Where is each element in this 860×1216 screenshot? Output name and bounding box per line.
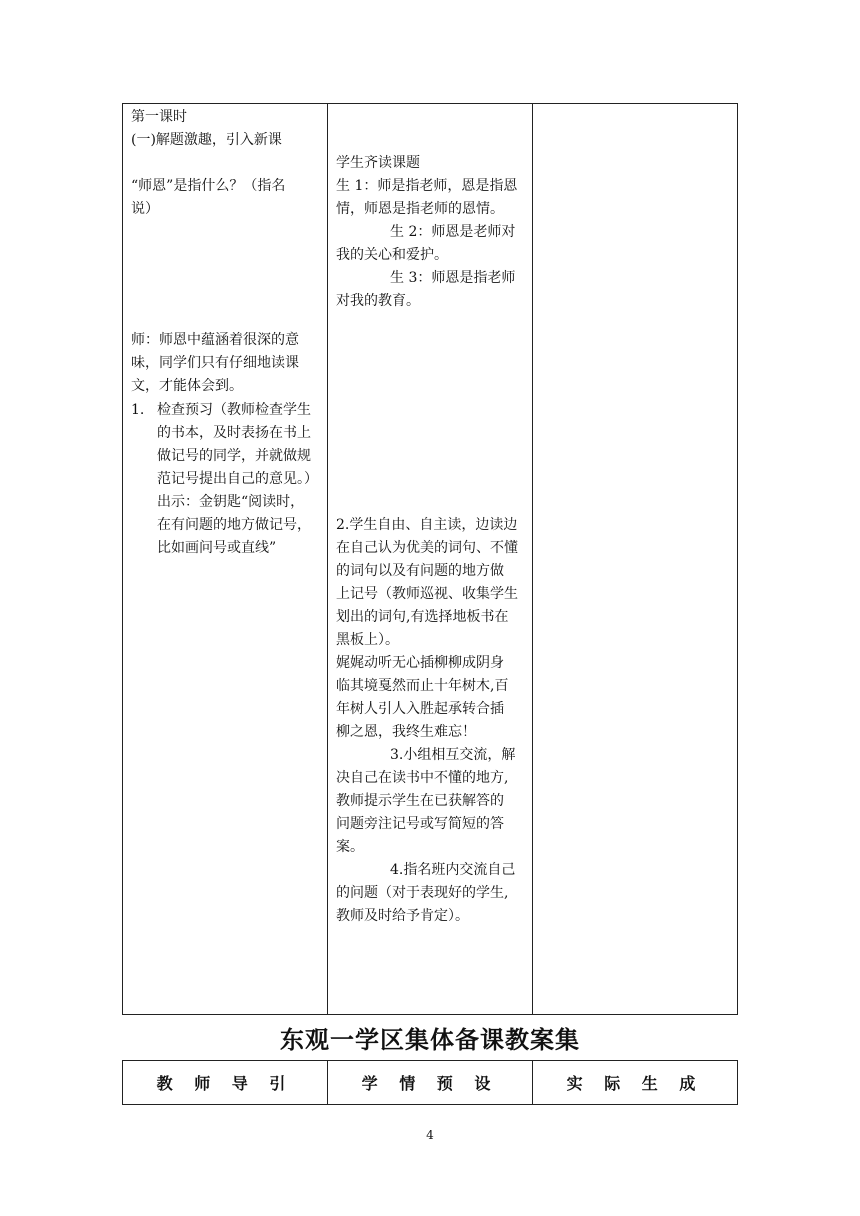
- student-line: 在自己认为优美的词句、不懂: [336, 540, 518, 556]
- document-title: 东观一学区集体备课教案集: [280, 1026, 580, 1054]
- student-line: 对我的教育。: [336, 293, 420, 309]
- student-line: 2.学生自由、自主读，边读边: [336, 517, 518, 533]
- student-line: 的问题（对于表现好的学生,: [336, 885, 509, 901]
- student-line: 上记号（教师巡视、收集学生: [336, 586, 518, 602]
- student-line: 生 1：师是指老师，恩是指恩: [336, 178, 518, 194]
- teacher-guide-column: [123, 104, 328, 1014]
- student-line: 教师提示学生在已获解答的: [336, 793, 504, 809]
- guide-line: “师恩”是指什么？（指名: [131, 178, 286, 194]
- student-line: 临其境戛然而止十年树木,百: [336, 678, 509, 694]
- student-line: 我的关心和爱护。: [336, 247, 448, 263]
- guide-line: 检查预习（教师检查学生: [157, 402, 311, 418]
- guide-line: (一)解题激趣，引入新课: [131, 132, 282, 148]
- student-line: 的词句以及有问题的地方做: [336, 563, 504, 579]
- lesson-table: [122, 103, 738, 1015]
- guide-line: 说）: [131, 201, 159, 217]
- guide-line: 文，才能体会到。: [131, 378, 243, 394]
- student-line: 决自己在读书中不懂的地方,: [336, 770, 509, 786]
- header-row: [122, 1060, 738, 1105]
- student-line: 3.小组相互交流，解: [390, 747, 516, 763]
- student-preview-column: [328, 104, 533, 1014]
- guide-line: 味，同学们只有仔细地读课: [131, 355, 299, 371]
- student-line: 年树人引人入胜起承转合插: [336, 701, 504, 717]
- page-number: 4: [426, 1128, 434, 1142]
- student-line: 划出的词句,有选择地板书在: [336, 609, 509, 625]
- guide-line: 比如画问号或直线”: [157, 540, 277, 556]
- guide-line: 做记号的同学，并就做规: [157, 448, 311, 464]
- header-teacher-guide: 教 师 导 引: [123, 1061, 328, 1104]
- header-actual-outcome: 实 际 生 成: [566, 1074, 704, 1093]
- student-line: 生 2：师恩是老师对: [390, 224, 516, 240]
- guide-line: 的书本，及时表扬在书上: [157, 425, 311, 441]
- student-line: 柳之恩，我终生难忘！: [336, 724, 476, 740]
- guide-line: 师：师恩中蕴涵着很深的意: [131, 332, 299, 348]
- actual-outcome-column: [533, 104, 737, 1014]
- guide-line: 在有问题的地方做记号，: [157, 517, 311, 533]
- student-line: 情，师恩是指老师的恩情。: [336, 201, 504, 217]
- student-line: 娓娓动听无心插柳柳成阴身: [336, 655, 504, 671]
- guide-line: 范记号提出自己的意见。）: [157, 471, 318, 487]
- list-number: 1.: [131, 402, 145, 418]
- header-student-preview: 学 情 预 设: [328, 1061, 533, 1104]
- student-line: 4.指名班内交流自己: [390, 862, 516, 878]
- student-line: 案。: [336, 839, 364, 855]
- guide-line: 出示：金钥匙“阅读时，: [157, 494, 305, 510]
- guide-line: 第一课时: [131, 109, 187, 125]
- student-line: 学生齐读课题: [336, 155, 420, 171]
- student-line: 黑板上）。: [336, 632, 399, 648]
- student-line: 生 3：师恩是指老师: [390, 270, 516, 286]
- student-line: 问题旁注记号或写简短的答: [336, 816, 504, 832]
- student-line: 教师及时给予肯定）。: [336, 908, 469, 924]
